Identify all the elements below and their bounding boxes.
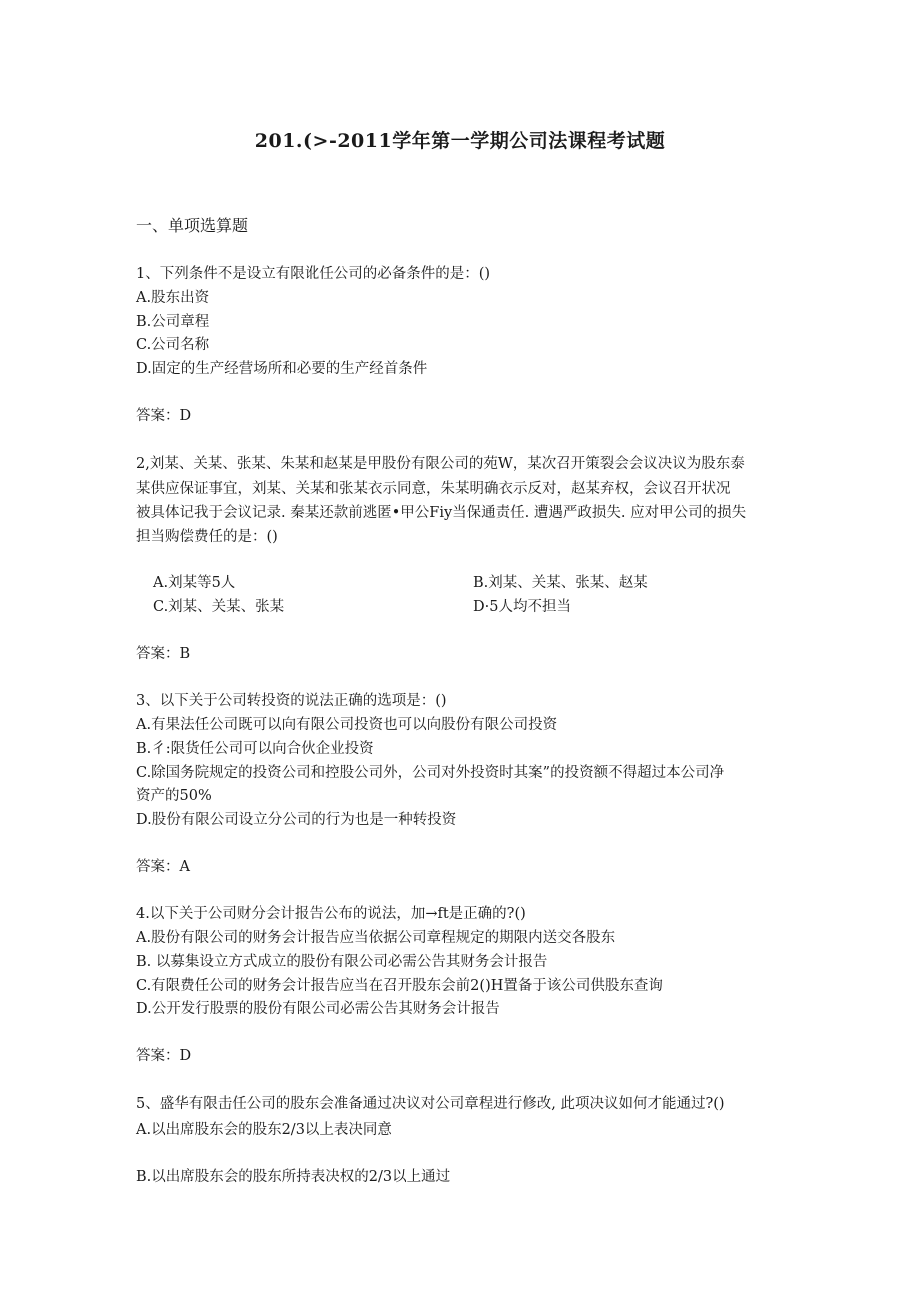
question-3-option-c-cont: 资产的50% xyxy=(136,788,212,804)
question-2-answer: 答案：B xyxy=(136,646,191,662)
question-3-answer: 答案：A xyxy=(136,859,190,875)
question-5-option-b: B.以出席股东会的股东所持表决权的2/3以上通过 xyxy=(136,1169,451,1185)
question-4-option-b: B. 以募集设立方式成立的股份有限公司必需公告其财务会计报告 xyxy=(136,954,548,970)
question-1-answer: 答案：D xyxy=(136,408,192,424)
section-heading: 一、单项选算题 xyxy=(136,216,249,235)
question-1-option-d: D.固定的生产经营场所和必要的生产经首条件 xyxy=(136,361,428,377)
question-5-stem: 5、盛华有限击任公司的股东会准备通过决议对公司章程进行修改, 此项决议如何才能通过?() xyxy=(136,1096,725,1112)
question-1-option-a: A.股东出资 xyxy=(136,290,210,306)
question-2-stem-line-3: 被具体记我于会议记录. 秦某还款前逃匿•甲公Fiy当保通责任. 遭遇严政损失. 应对甲公司的损失 xyxy=(136,505,747,521)
question-1-option-b: B.公司章程 xyxy=(136,314,210,330)
question-2-option-d: D·5人均不担当 xyxy=(473,599,571,615)
question-4-option-a: A.股份有限公司的财务会计报告应当依据公司章程规定的期限内送交各股东 xyxy=(136,930,616,946)
document-title: 201.(>-2011学年第一学期公司法课程考试题 xyxy=(254,130,666,152)
question-4-stem: 4.以下关于公司财分会计报告公布的说法，加→ft是正确的?() xyxy=(136,906,526,922)
question-2-option-a: A.刘某等5人 xyxy=(153,575,236,591)
question-2-stem-line-2: 某供应保证事宜，刘某、关某和张某衣示同意，朱某明确衣示反对，赵某弃权，会议召开状况 xyxy=(136,481,731,497)
question-1-stem: 1、下列条件不是设立有限讹任公司的必备条件的是：() xyxy=(136,266,491,282)
question-2-stem-line-1: 2,刘某、关某、张某、朱某和赵某是甲股份有限公司的苑W，某次召开策裂会会议决议为股东泰 xyxy=(136,456,745,472)
question-3-option-b: B.彳:限货任公司可以向合伙企业投资 xyxy=(136,741,374,757)
question-3-option-d: D.股份有限公司设立分公司的行为也是一种转投资 xyxy=(136,812,457,828)
question-4-option-c: C.有限费任公司的财务会计报告应当在召开股东会前2()H置备于该公司供股东查询 xyxy=(136,978,663,994)
question-1-option-c: C.公司名称 xyxy=(136,337,210,353)
question-3-option-a: A.有果法任公司既可以向有限公司投资也可以向股份有限公司投资 xyxy=(136,717,558,733)
question-2-option-b: B.刘某、关某、张某、赵某 xyxy=(473,575,648,591)
question-2-option-c: C.刘某、关某、张某 xyxy=(153,599,285,615)
question-4-answer: 答案：D xyxy=(136,1048,192,1064)
question-2-stem-line-4: 担当购偿费任的是：() xyxy=(136,529,278,545)
question-3-option-c: C.除国务院规定的投资公司和控股公司外，公司对外投资时其案”的投资额不得超过本公司净 xyxy=(136,765,725,781)
question-5-option-a: A.以出席股东会的股东2/3以上表决同意 xyxy=(136,1122,392,1138)
question-3-stem: 3、以下关于公司转投资的说法正确的选项是：() xyxy=(136,693,447,709)
question-4-option-d: D.公开发行股票的股份有限公司必需公告其财务会计报告 xyxy=(136,1001,500,1017)
